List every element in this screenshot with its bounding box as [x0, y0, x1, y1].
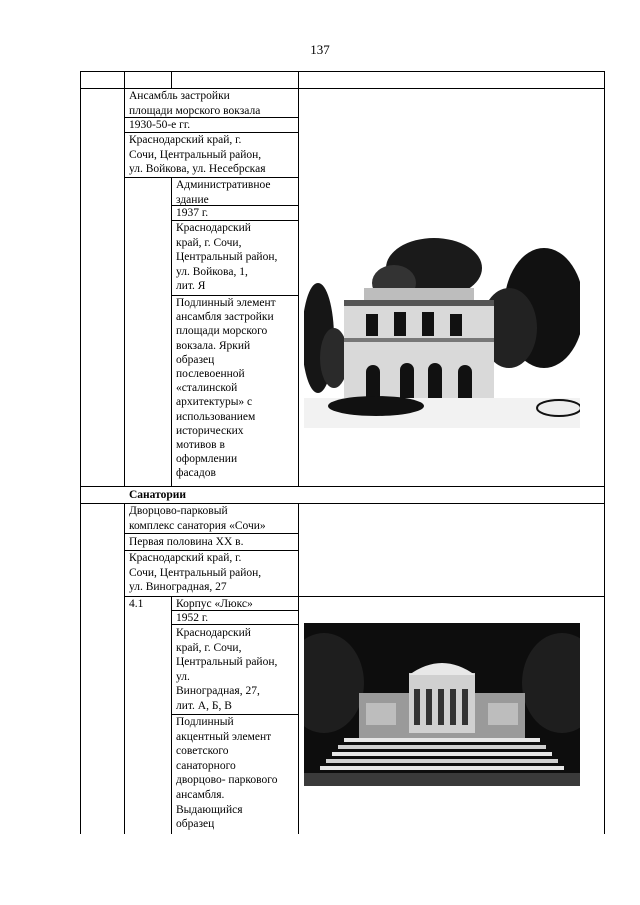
- ensemble-2-title: Дворцово-парковый комплекс санатория «Сочи»: [129, 505, 266, 532]
- object-2-name: Корпус «Люкс»: [176, 598, 253, 610]
- ensemble-1-period: 1930-50-е гг.: [129, 119, 191, 131]
- object-2-year: 1952 г.: [176, 612, 209, 624]
- object-1-year: 1937 г.: [176, 207, 209, 219]
- object-1-address: Краснодарский край, г. Сочи, Центральный район, ул. Войкова, 1, лит. Я: [176, 222, 278, 293]
- ensemble-1-address: Краснодарский край, г. Сочи, Центральный район, ул. Войкова, ул. Несебрская: [129, 134, 266, 176]
- ensemble-1-title: Ансамбль застройки площади морского вокзала: [129, 90, 261, 117]
- ensemble-2-period: Первая половина XX в.: [129, 536, 244, 548]
- sanatorium-palace-photo: [304, 623, 580, 786]
- administrative-building-photo: [304, 238, 580, 428]
- object-1-name: Административное здание: [176, 179, 271, 206]
- object-2-address: Краснодарский край, г. Сочи, Центральный район, ул. Виноградная, 27, лит. А, Б, В: [176, 627, 278, 712]
- object-2-description: Подлинный акцентный элемент советского санаторного дворцово- паркового ансамбля. Выдающийся образец: [176, 716, 278, 831]
- object-1-description: Подлинный элемент ансамбля застройки площади морского вокзала. Яркий образец послевоенной «сталинской архитектуры» с использованием исторических мотивов в оформлении фасадов: [176, 297, 276, 480]
- object-2-number: 4.1: [129, 598, 144, 610]
- section-heading: Санатории: [129, 489, 187, 501]
- page-number: 137: [310, 42, 330, 57]
- ensemble-2-address: Краснодарский край, г. Сочи, Центральный район, ул. Виноградная, 27: [129, 552, 262, 594]
